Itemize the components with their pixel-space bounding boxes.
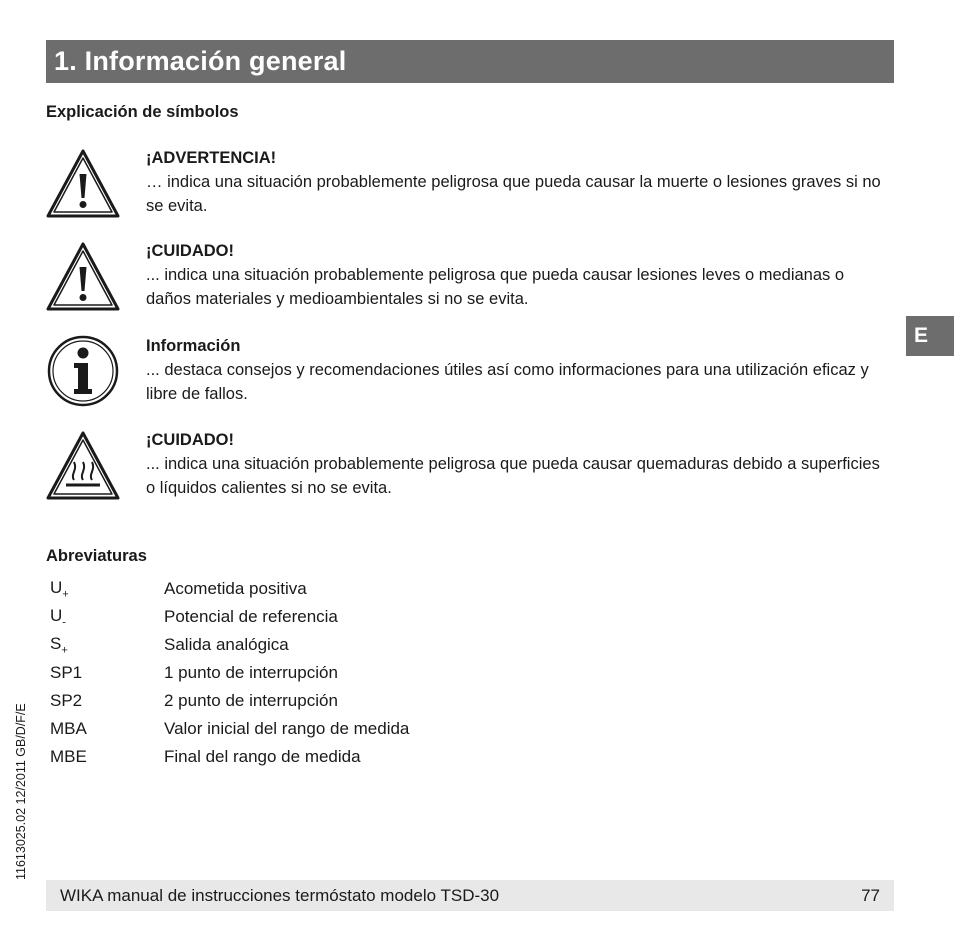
symbol-hot-surface: [46, 428, 896, 508]
symbol-title: ¡CUIDADO!: [146, 431, 234, 449]
page-footer: [46, 880, 894, 911]
abbreviations-heading: Abreviaturas: [46, 547, 147, 565]
section-title-bar: [46, 40, 894, 83]
abbr-code: SP2: [50, 691, 83, 710]
symbols-heading: Explicación de símbolos: [46, 103, 239, 121]
hot-surface-icon: [46, 428, 120, 502]
abbr-subscript: +: [62, 588, 69, 601]
abbr-meaning: Valor inicial del rango de medida: [164, 719, 410, 738]
symbol-information: [46, 334, 896, 414]
abbr-meaning: 2 punto de interrupción: [164, 691, 338, 710]
abbreviations-list: [50, 575, 550, 771]
page-number: 77: [861, 885, 880, 905]
abbr-code: MBE: [50, 747, 87, 766]
abbr-code: SP1: [50, 663, 83, 682]
abbr-subscript: +: [61, 644, 68, 657]
abbr-subscript: -: [62, 616, 66, 629]
list-item: [50, 715, 550, 743]
abbr-meaning: Acometida positiva: [164, 579, 307, 598]
symbol-description: ... indica una situación probablemente peligrosa que pueda causar lesiones leves o medianas o daños materiales y medioambientales si no se evita.: [146, 266, 845, 308]
abbr-meaning: Salida analógica: [164, 635, 289, 654]
symbol-title: Información: [146, 337, 241, 355]
symbol-title: ¡ADVERTENCIA!: [146, 149, 277, 167]
abbr-code: MBA: [50, 719, 87, 738]
language-tab-label: E: [914, 324, 929, 347]
abbr-meaning: Potencial de referencia: [164, 607, 338, 626]
list-item: [50, 743, 550, 771]
footer-text: WIKA manual de instrucciones termóstato modelo TSD-30: [60, 885, 500, 905]
list-item: [50, 659, 550, 687]
caution-triangle-icon: [46, 239, 120, 313]
symbol-warning: [46, 146, 896, 226]
symbol-description: ... indica una situación probablemente peligrosa que pueda causar quemaduras debido a superficies o líquidos calientes si no se evita.: [146, 455, 880, 497]
symbol-title: ¡CUIDADO!: [146, 242, 234, 260]
list-item: [50, 631, 550, 659]
section-title: 1. Información general: [54, 46, 347, 76]
symbol-description: … indica una situación probablemente peligrosa que pueda causar la muerte o lesiones graves si no se evita.: [146, 173, 881, 215]
language-tab: [906, 316, 954, 356]
list-item: [50, 603, 550, 631]
abbr-meaning: 1 punto de interrupción: [164, 663, 338, 682]
warning-triangle-icon: [46, 146, 120, 220]
symbol-caution: [46, 239, 896, 319]
abbr-code: U: [50, 605, 63, 625]
abbr-code: S: [50, 633, 62, 653]
list-item: [50, 575, 550, 603]
information-icon: [46, 334, 120, 408]
abbr-meaning: Final del rango de medida: [164, 747, 361, 766]
abbr-code: U: [50, 577, 63, 597]
document-code: 11613025.02 12/2011 GB/D/F/E: [14, 703, 28, 880]
symbol-description: ... destaca consejos y recomendaciones útiles así como informaciones para una utilización eficaz y libre de fallos.: [146, 361, 869, 403]
list-item: [50, 687, 550, 715]
